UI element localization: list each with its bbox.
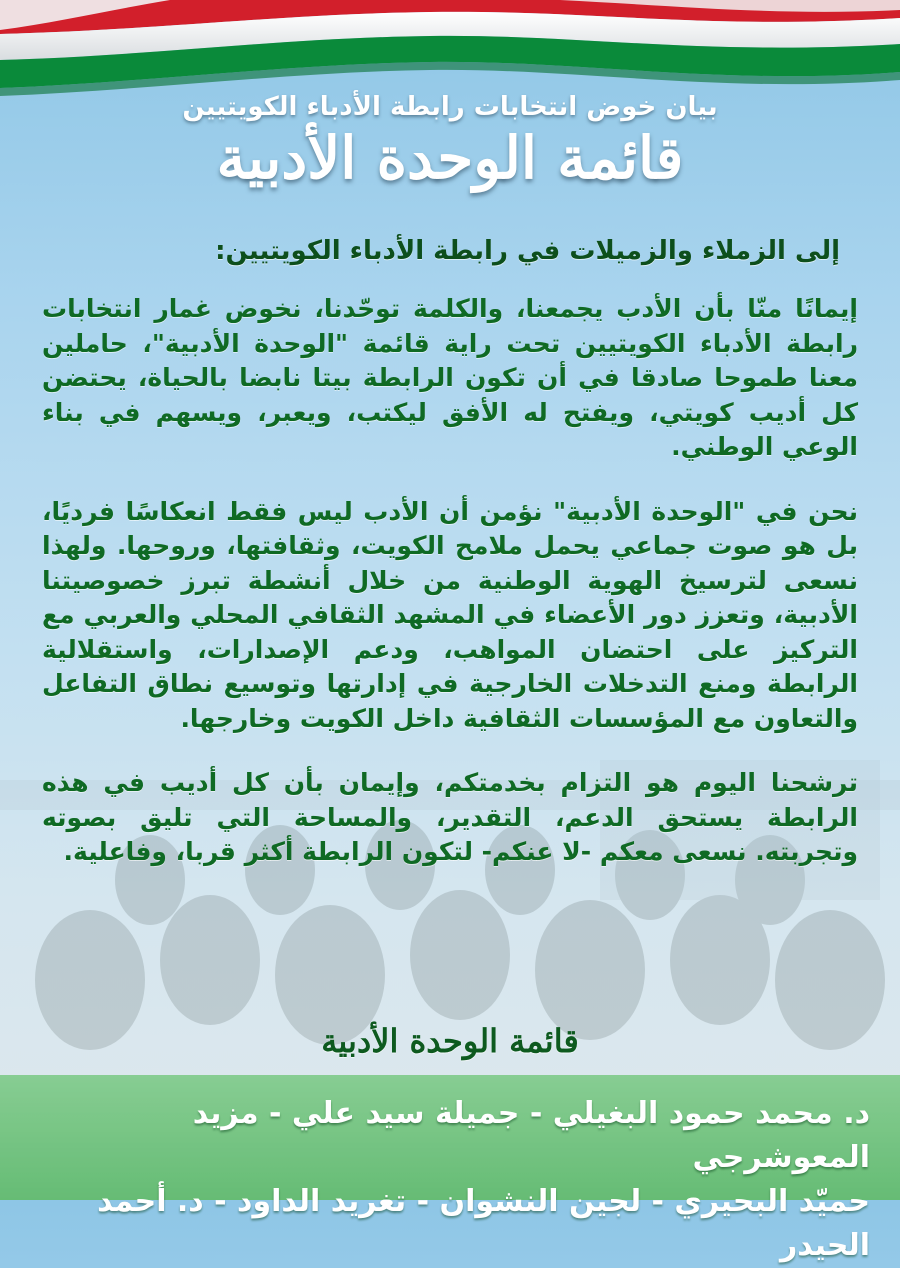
- header: [0, 92, 900, 192]
- page-title: قائمة الوحدة الأدبية: [216, 124, 684, 192]
- candidate-names-line-1: د. محمد حمود البغيلي - جميلة سيد علي - مزيد المعوشرجي: [192, 1096, 870, 1175]
- paragraph-2: نحن في "الوحدة الأدبية" نؤمن أن الأدب ليس فقط انعكاسًا فرديًا، بل هو صوت جماعي يحمل ملامح الكويت، وثقافتها، وروحها. ولهذا نسعى لترسيخ الهوية الوطنية من خلال أنشطة تبرز خصوصيتنا الأدبية، وتعزز دور الأعضاء في المشهد الثقافي المحلي والعربي مع التركيز على احتضان المواهب، ودعم الإصدارات، واستقلالية الرابطة ومنع التدخلات الخارجية في إدارتها وتوسيع نطاق التفاعل والتعاون مع المؤسسات الثقافية داخل الكويت وخارجها.: [42, 496, 858, 733]
- statement-body: [42, 236, 858, 900]
- candidate-names: [20, 1092, 870, 1268]
- greeting: إلى الزملاء والزميلات في رابطة الأدباء الكويتيين:: [215, 236, 840, 266]
- statement-subtitle: بيان خوض انتخابات رابطة الأدباء الكويتيين: [182, 92, 718, 122]
- paragraph-1: إيمانًا منّا بأن الأدب يجمعنا، والكلمة توحّدنا، نخوض غمار انتخابات رابطة الأدباء الكويتيين تحت راية قائمة "الوحدة الأدبية"، حاملين معنا طموحا صادقا في أن تكون الرابطة بيتا نابضا بالحياة، يحتضن كل أديب كويتي، ويفتح له الأفق ليكتب، ويعبر، ويسهم في بناء الوعي الوطني.: [42, 294, 858, 461]
- candidate-names-line-2: حميّد البحيري - لجين النشوان - تغريد الداود - د. أحمد الحيدر: [97, 1184, 870, 1263]
- paragraph-3: ترشحنا اليوم هو التزام بخدمتكم، وإيمان بأن كل أديب في هذه الرابطة يستحق الدعم، التقدير، والمساحة التي تليق بصوته وتجربته. نسعى معكم -لا عنكم- لتكون الرابطة أكثر قربا، وفاعلية.: [42, 768, 858, 866]
- list-title: قائمة الوحدة الأدبية: [321, 1022, 579, 1060]
